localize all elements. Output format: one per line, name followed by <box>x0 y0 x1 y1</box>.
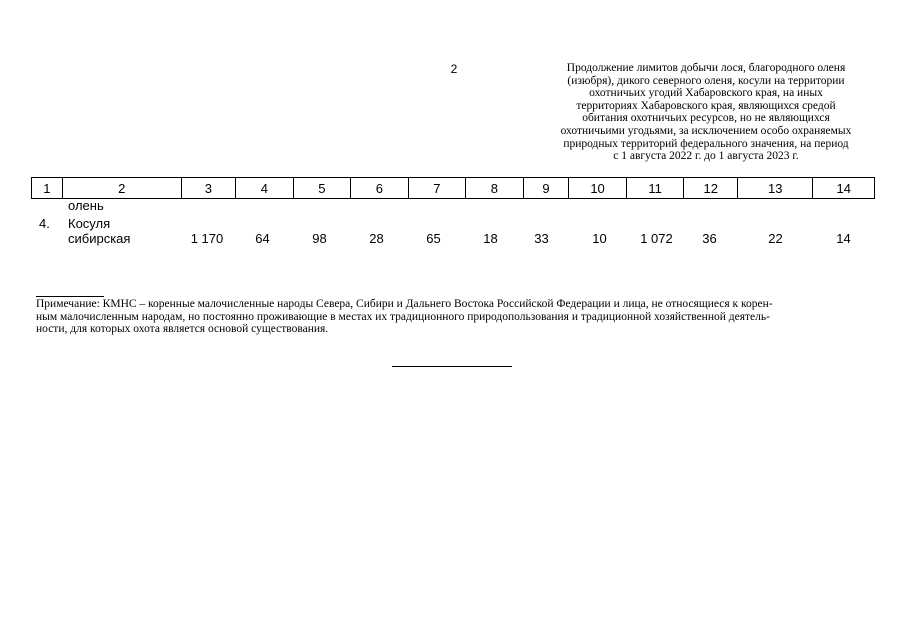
column-number: 4 <box>236 178 294 199</box>
value-col-8: 18 <box>483 231 498 246</box>
caption-line: охотничьими угодьями, за исключением особо охраняемых <box>560 124 852 137</box>
column-number: 1 <box>32 178 63 199</box>
footnote-line: ным малочисленным народам, но постоянно проживающие в местах их традиционного природопользования и традиционной хозяйственной деятель- <box>36 310 770 323</box>
column-number: 12 <box>684 178 738 199</box>
column-number: 8 <box>466 178 524 199</box>
value-col-9: 33 <box>534 231 549 246</box>
value-col-13: 22 <box>768 231 783 246</box>
footnote-line: ности, для которых охота является основой существования. <box>36 323 329 335</box>
value-col-7: 65 <box>426 231 441 246</box>
column-number: 11 <box>626 178 684 199</box>
column-number: 13 <box>738 178 813 199</box>
column-number: 9 <box>523 178 569 199</box>
caption-line: Продолжение лимитов добычи лося, благородного оленя <box>566 62 846 74</box>
footnote <box>36 298 876 336</box>
value-col-14: 14 <box>836 231 851 246</box>
species-name <box>68 216 130 246</box>
caption-line: (изюбря), дикого северного оленя, косули на территории <box>567 74 845 87</box>
page-number: 2 <box>450 62 458 76</box>
value-col-10: 10 <box>592 231 607 246</box>
value-col-4: 64 <box>255 231 270 246</box>
caption-line: природных территорий федерального значения, на период <box>563 137 849 150</box>
column-number: 6 <box>351 178 409 199</box>
species-line: Косуля <box>68 216 111 231</box>
column-number: 14 <box>813 178 875 199</box>
row-number: 4. <box>39 216 50 231</box>
caption-line: территориях Хабаровского края, являющихся средой <box>576 99 836 112</box>
value-col-6: 28 <box>369 231 384 246</box>
caption-line: с 1 августа 2022 г. до 1 августа 2023 г. <box>613 150 799 163</box>
value-col-12: 36 <box>702 231 717 246</box>
column-number: 10 <box>569 178 627 199</box>
value-col-11: 1 072 <box>640 231 673 246</box>
table-row <box>31 216 875 250</box>
column-number: 5 <box>293 178 351 199</box>
caption-line: охотничьих угодий Хабаровского края, на иных <box>589 87 823 100</box>
species-line: сибирская <box>68 231 131 246</box>
footnote-separator <box>36 296 104 297</box>
column-number: 7 <box>408 178 466 199</box>
column-number: 3 <box>181 178 236 199</box>
caption-line: обитания охотничьих ресурсов, но не являющихся <box>582 112 830 125</box>
column-number: 2 <box>62 178 181 199</box>
column-number-row <box>31 177 875 199</box>
footnote-line: Примечание: КМНС – коренные малочисленные народы Севера, Сибири и Дальнего Востока Российской Федерации и лица, не относящиеся к корен- <box>36 298 773 310</box>
value-col-3: 1 170 <box>190 231 224 246</box>
previous-row-tail: олень <box>68 198 104 213</box>
table-caption <box>536 62 876 163</box>
value-col-5: 98 <box>312 231 327 246</box>
end-of-document-rule <box>392 366 512 367</box>
